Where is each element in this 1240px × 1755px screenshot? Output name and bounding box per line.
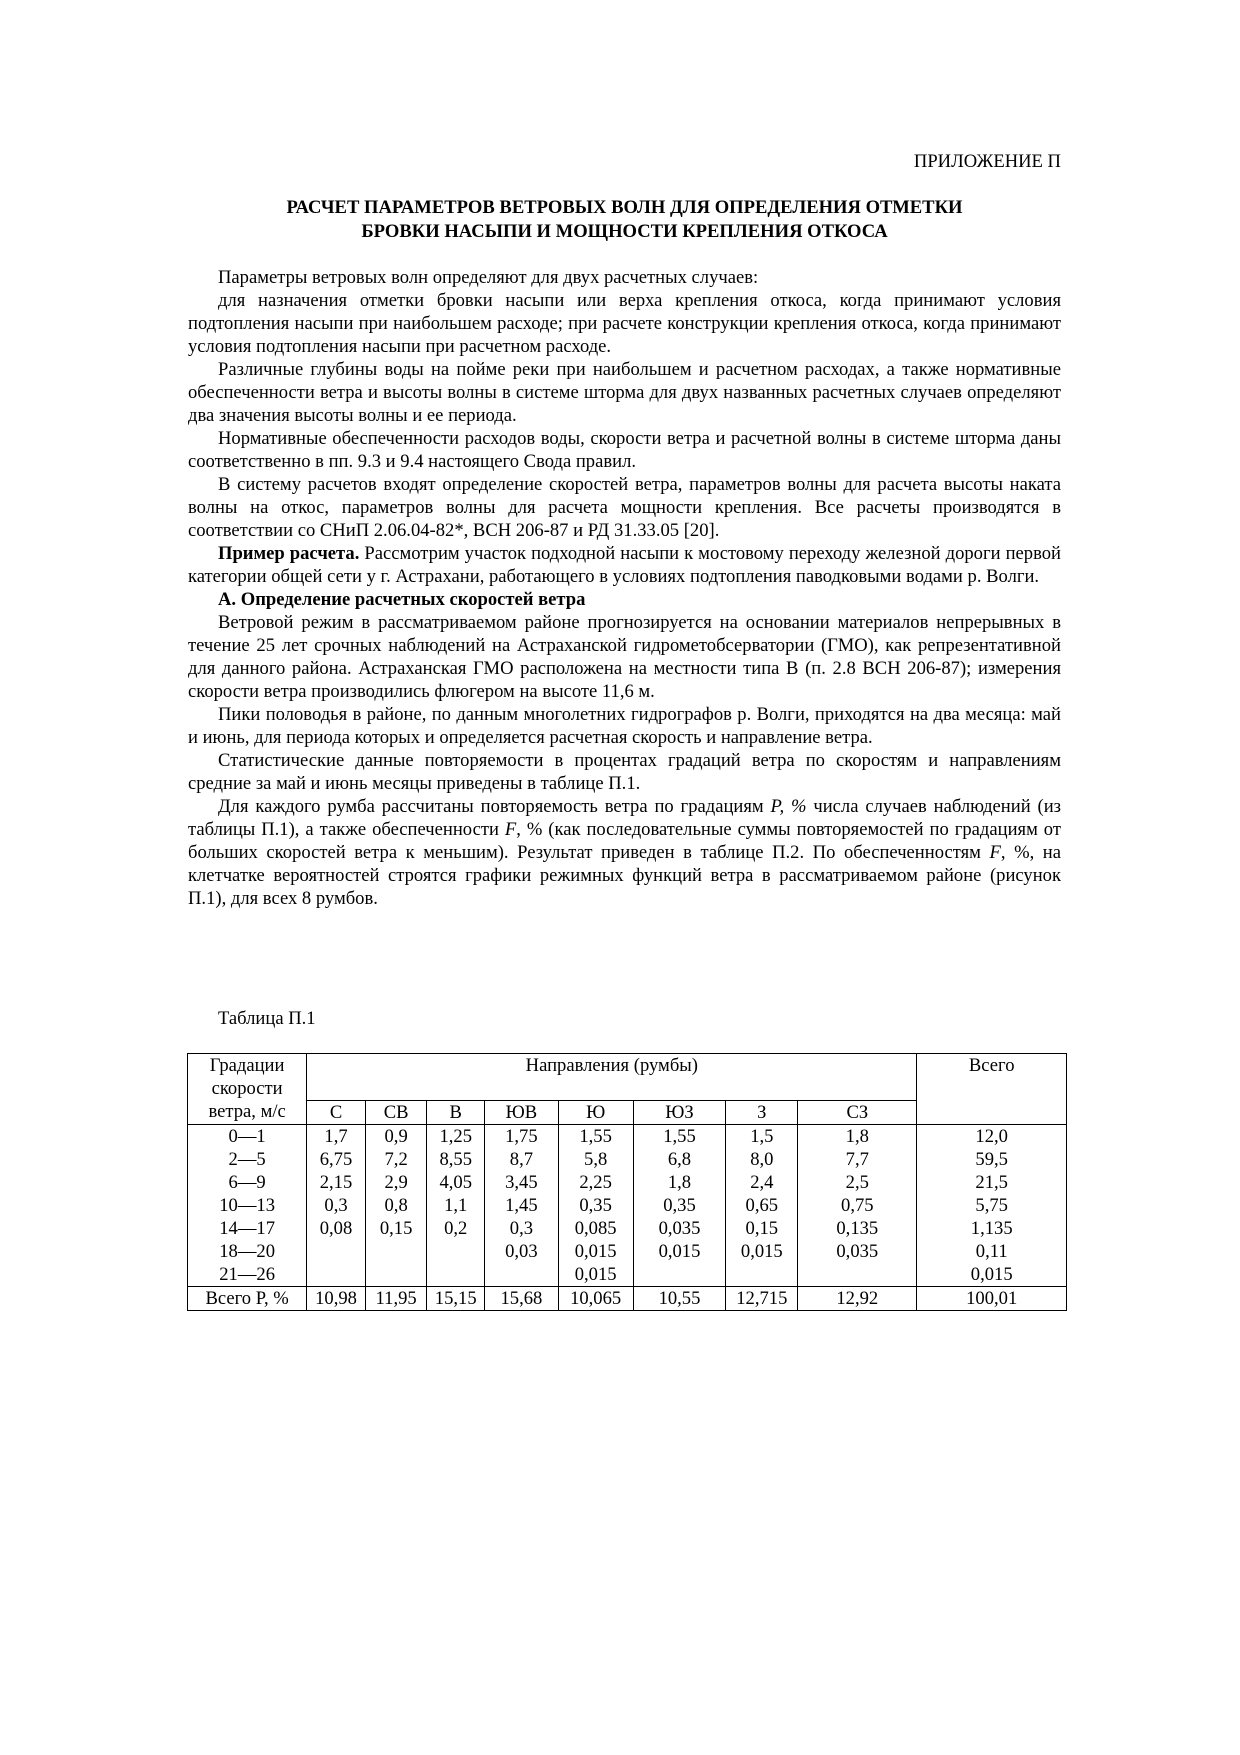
value-cell: 0,8 xyxy=(365,1194,427,1217)
value-cell: 8,55 xyxy=(427,1148,485,1171)
table-row xyxy=(188,1217,1067,1240)
value-cell: 0,035 xyxy=(633,1217,726,1240)
gradation-cell: 6—9 xyxy=(188,1171,307,1194)
value-cell: 1,45 xyxy=(485,1194,559,1217)
gradation-cell: 2—5 xyxy=(188,1148,307,1171)
gradation-cell: 10—13 xyxy=(188,1194,307,1217)
value-cell: 5,8 xyxy=(558,1148,633,1171)
value-cell: 0,03 xyxy=(485,1240,559,1263)
row-total-cell: 12,0 xyxy=(917,1125,1067,1149)
subheading: А. Определение расчетных скоростей ветра xyxy=(218,589,586,610)
value-cell: 1,25 xyxy=(427,1125,485,1149)
total-cell: 10,065 xyxy=(558,1287,633,1311)
value-cell: 0,3 xyxy=(485,1217,559,1240)
paragraph: Параметры ветровых волн определяют для двух расчетных случаев: xyxy=(218,267,759,288)
value-cell: 0,08 xyxy=(307,1217,366,1240)
header-directions: Направления (румбы) xyxy=(307,1054,917,1101)
total-cell: 15,15 xyxy=(427,1287,485,1311)
header-gradations: Градации скорости ветра, м/с xyxy=(188,1054,307,1125)
title-line-1: РАСЧЕТ ПАРАМЕТРОВ ВЕТРОВЫХ ВОЛН ДЛЯ ОПРЕДЕЛЕНИЯ ОТМЕТКИ xyxy=(286,197,963,218)
value-cell: 1,55 xyxy=(558,1125,633,1149)
value-cell: 2,15 xyxy=(307,1171,366,1194)
value-cell: 0,35 xyxy=(633,1194,726,1217)
variable-f: F xyxy=(504,819,517,840)
paragraph: Статистические данные повторяемости в процентах градаций ветра по скоростям и направлениям средние за май и июнь месяцы приведены в таблице П.1. xyxy=(188,750,1061,794)
value-cell: 4,05 xyxy=(427,1171,485,1194)
value-cell xyxy=(633,1263,726,1287)
table-caption: Таблица П.1 xyxy=(218,1008,316,1029)
value-cell: 0,015 xyxy=(558,1263,633,1287)
table-row xyxy=(188,1171,1067,1194)
value-cell: 2,5 xyxy=(798,1171,917,1194)
gradation-cell: 14—17 xyxy=(188,1217,307,1240)
value-cell: 0,085 xyxy=(558,1217,633,1240)
gradation-cell: 18—20 xyxy=(188,1240,307,1263)
value-cell: 1,55 xyxy=(633,1125,726,1149)
value-cell: 0,65 xyxy=(726,1194,798,1217)
table-row xyxy=(188,1263,1067,1287)
direction-cell: З xyxy=(726,1101,798,1125)
table-body xyxy=(188,1125,1067,1287)
row-total-cell: 21,5 xyxy=(917,1171,1067,1194)
row-total-cell: 0,015 xyxy=(917,1263,1067,1287)
gradation-cell: 21—26 xyxy=(188,1263,307,1287)
value-cell: 8,0 xyxy=(726,1148,798,1171)
direction-cell: Ю xyxy=(558,1101,633,1125)
value-cell: 7,7 xyxy=(798,1148,917,1171)
paragraph: Пики половодья в районе, по данным многолетних гидрографов р. Волги, приходятся на два месяца: май и июнь, для периода которых и определяется расчетная скорость и направление ветра. xyxy=(188,704,1061,748)
header-total: Всего xyxy=(917,1054,1067,1125)
value-cell xyxy=(427,1263,485,1287)
value-cell xyxy=(365,1240,427,1263)
value-cell: 0,75 xyxy=(798,1194,917,1217)
value-cell xyxy=(307,1240,366,1263)
value-cell xyxy=(365,1263,427,1287)
value-cell: 6,75 xyxy=(307,1148,366,1171)
value-cell: 1,7 xyxy=(307,1125,366,1149)
value-cell xyxy=(485,1263,559,1287)
text-run: , %, на клетчатке вероятностей строятся графики режимных функций ветра в рассматриваемом районе (рисунок П.1), для всех 8 румбов. xyxy=(188,842,1061,909)
value-cell: 0,35 xyxy=(558,1194,633,1217)
total-cell: 100,01 xyxy=(917,1287,1067,1311)
paragraph: для назначения отметки бровки насыпи или верха крепления откоса, когда принимают условия подтопления насыпи при наибольшем расходе; при расчете конструкции крепления откоса, когда принимают условия подтопления насыпи при расчетном расходе. xyxy=(188,290,1061,357)
value-cell xyxy=(798,1263,917,1287)
value-cell: 0,015 xyxy=(558,1240,633,1263)
value-cell: 0,15 xyxy=(726,1217,798,1240)
direction-cell: ЮЗ xyxy=(633,1101,726,1125)
row-total-cell: 5,75 xyxy=(917,1194,1067,1217)
value-cell xyxy=(307,1263,366,1287)
value-cell: 1,8 xyxy=(798,1125,917,1149)
document-title xyxy=(188,196,1061,244)
total-cell: 10,55 xyxy=(633,1287,726,1311)
table-row xyxy=(188,1148,1067,1171)
wind-frequency-table xyxy=(187,1053,1067,1311)
direction-cell: С xyxy=(307,1101,366,1125)
direction-cell: СВ xyxy=(365,1101,427,1125)
example-paragraph xyxy=(188,542,1061,588)
appendix-label: ПРИЛОЖЕНИЕ П xyxy=(913,151,1061,172)
direction-cell: СЗ xyxy=(798,1101,917,1125)
row-total-cell: 59,5 xyxy=(917,1148,1067,1171)
paragraph: Ветровой режим в рассматриваемом районе прогнозируется на основании материалов непрерывных в течение 25 лет срочных наблюдений на Астраханской гидрометобсерватории (ГМО), как репрезентативной для данного района. Астраханская ГМО расположена на местности типа В (п. 2.8 ВСН 206-87); измерения скорости ветра производились флюгером на высоте 11,6 м. xyxy=(188,612,1061,702)
variable-p: P, % xyxy=(770,796,807,817)
paragraph: Нормативные обеспеченности расходов воды, скорости ветра и расчетной волны в системе шторма даны соответственно в пп. 9.3 и 9.4 настоящего Свода правил. xyxy=(188,428,1061,472)
body-text xyxy=(188,266,1061,910)
value-cell: 1,75 xyxy=(485,1125,559,1149)
value-cell: 0,035 xyxy=(798,1240,917,1263)
value-cell: 0,135 xyxy=(798,1217,917,1240)
direction-cell: В xyxy=(427,1101,485,1125)
paragraph xyxy=(188,795,1061,910)
value-cell xyxy=(726,1263,798,1287)
paragraph: Различные глубины воды на пойме реки при наибольшем и расчетном расходах, а также нормативные обеспеченности ветра и высоты волны в системе шторма для двух названных расчетных случаев определяют два значения высоты волны и ее периода. xyxy=(188,359,1061,426)
gradation-cell: 0—1 xyxy=(188,1125,307,1149)
value-cell xyxy=(427,1240,485,1263)
value-cell: 2,25 xyxy=(558,1171,633,1194)
value-cell: 2,9 xyxy=(365,1171,427,1194)
value-cell: 1,5 xyxy=(726,1125,798,1149)
example-text: Рассмотрим участок подходной насыпи к мостовому переходу железной дороги первой категории общей сети у г. Астрахани, работающего в условиях подтопления паводковыми водами р. Волги. xyxy=(188,543,1061,587)
value-cell: 1,1 xyxy=(427,1194,485,1217)
value-cell: 7,2 xyxy=(365,1148,427,1171)
title-line-2: БРОВКИ НАСЫПИ И МОЩНОСТИ КРЕПЛЕНИЯ ОТКОСА xyxy=(361,221,888,242)
table-row xyxy=(188,1194,1067,1217)
total-cell: 15,68 xyxy=(485,1287,559,1311)
total-cell: 11,95 xyxy=(365,1287,427,1311)
table-row xyxy=(188,1240,1067,1263)
paragraph: В систему расчетов входят определение скоростей ветра, параметров волны для расчета высоты наката волны на откос, параметров волны для расчета мощности крепления. Все расчеты производятся в соответствии со СНиП 2.06.04-82*, ВСН 206-87 и РД 31.33.05 [20]. xyxy=(188,474,1061,541)
value-cell: 1,8 xyxy=(633,1171,726,1194)
value-cell: 0,3 xyxy=(307,1194,366,1217)
text-run: , % (как последовательные суммы повторяемостей по градациям от больших скоростей ветра к меньшим). Результат приведен в таблице П.2. По обеспеченностям xyxy=(188,819,1061,863)
value-cell: 0,015 xyxy=(726,1240,798,1263)
value-cell: 0,9 xyxy=(365,1125,427,1149)
value-cell: 6,8 xyxy=(633,1148,726,1171)
example-label: Пример расчета. xyxy=(218,543,360,564)
row-total-cell: 0,11 xyxy=(917,1240,1067,1263)
variable-f: F xyxy=(989,842,1001,863)
value-cell: 0,015 xyxy=(633,1240,726,1263)
direction-cell: ЮВ xyxy=(485,1101,559,1125)
value-cell: 8,7 xyxy=(485,1148,559,1171)
text-run: числа случаев наблюдений (из таблицы П.1), а также обеспеченности xyxy=(188,796,1062,840)
text-run: Для каждого румба рассчитаны повторяемость ветра по градациям xyxy=(218,796,771,817)
value-cell: 0,2 xyxy=(427,1217,485,1240)
total-row xyxy=(188,1287,1067,1311)
value-cell: 2,4 xyxy=(726,1171,798,1194)
total-cell: Всего P, % xyxy=(188,1287,307,1311)
total-cell: 12,715 xyxy=(726,1287,798,1311)
table-row xyxy=(188,1125,1067,1149)
value-cell: 0,15 xyxy=(365,1217,427,1240)
row-total-cell: 1,135 xyxy=(917,1217,1067,1240)
total-cell: 10,98 xyxy=(307,1287,366,1311)
total-cell: 12,92 xyxy=(798,1287,917,1311)
value-cell: 3,45 xyxy=(485,1171,559,1194)
